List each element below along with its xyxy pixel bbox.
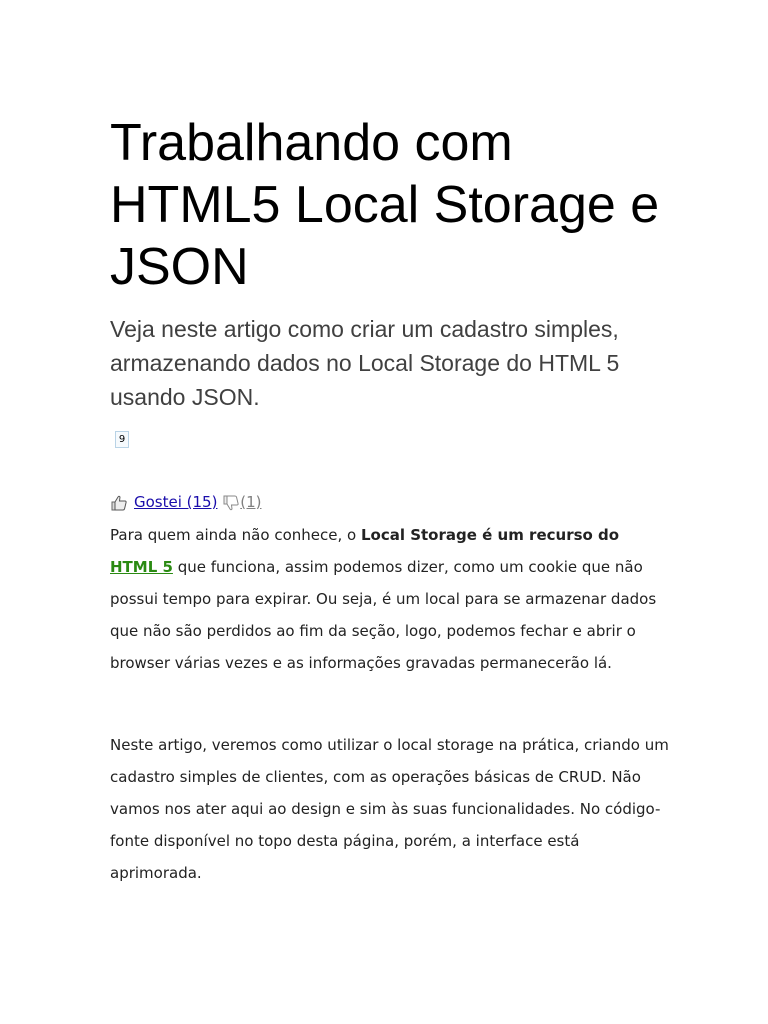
thumbs-up-icon[interactable] [110,494,128,512]
paragraph-intro-bold: Local Storage é um recurso do [360,526,620,544]
article-title: Trabalhando com HTML5 Local Storage e JSON [110,114,660,296]
dislike-count[interactable]: (1) [240,493,262,511]
html5-link[interactable]: HTML 5 [110,558,173,576]
paragraph-intro-text-a: Para quem ainda não conhece, o [110,526,361,544]
share-count-badge[interactable]: 9 [115,431,129,448]
paragraph-intro-text-b: que funciona, assim podemos dizer, como um cookie que não possui tempo para expirar. Ou seja, é um local para se armazenar dados que não são perdidos ao fim da seção, logo, podemos fechar e abrir o browser várias vezes e as informações gravadas permanecerão lá. [110,558,657,672]
paragraph-crud: Neste artigo, veremos como utilizar o local storage na prática, criando um cadastro simples de clientes, com as operações básicas de CRUD. Não vamos nos ater aqui ao design e sim às suas funcionalidades. No código-fonte disponível no topo desta página, porém, a interface está aprimorada. [110,736,669,882]
vote-row [110,491,261,513]
paragraph-intro [110,519,670,679]
thumbs-down-icon[interactable] [222,494,240,512]
like-button[interactable]: Gostei (15) [134,493,218,511]
article-subtitle: Veja neste artigo como criar um cadastro simples, armazenando dados no Local Storage do HTML 5 usando JSON. [110,316,620,410]
